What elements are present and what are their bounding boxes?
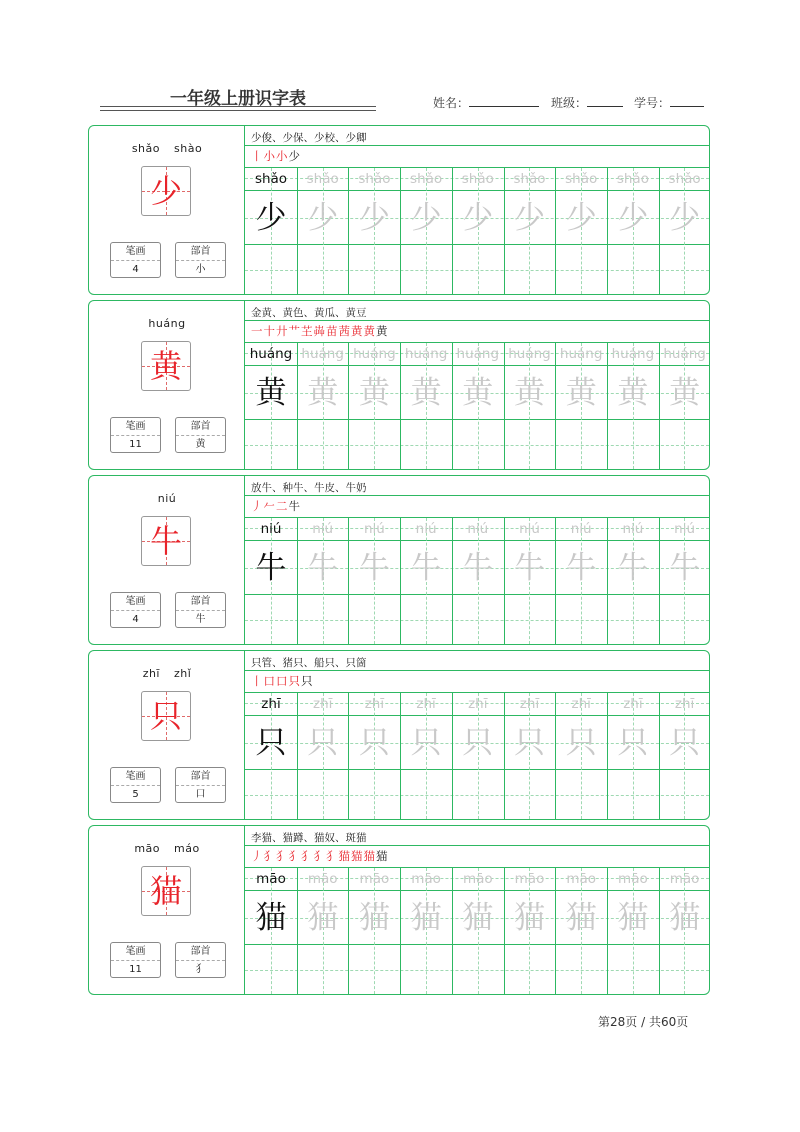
trace-character: 黄 <box>307 375 339 411</box>
example-words: 只管、猪只、船只、只箇 <box>251 657 367 669</box>
stroke-step: 芏 <box>301 324 313 338</box>
trace-character: 牛 <box>565 550 597 586</box>
trace-character: 只 <box>514 725 545 761</box>
character-glyph: 牛 <box>149 522 182 560</box>
stroke-count-value: 11 <box>129 439 142 450</box>
character-pinyin: niú <box>157 492 177 505</box>
stroke-step: 十 <box>263 324 275 338</box>
class-field[interactable] <box>551 94 623 111</box>
stroke-count-label: 笔画 <box>111 243 160 261</box>
trace-pinyin: māo <box>566 871 597 887</box>
stroke-step: 丨 <box>251 149 263 163</box>
trace-character: 猫 <box>307 900 339 936</box>
stroke-step: 猫 <box>351 849 363 863</box>
example-words: 少俊、少保、少校、少卿 <box>251 132 367 144</box>
stroke-count-label: 笔画 <box>111 768 160 786</box>
character-pinyin: shǎo shào <box>131 142 203 155</box>
trace-character: 少 <box>617 200 649 236</box>
trace-character: 牛 <box>410 550 442 586</box>
stroke-order <box>251 673 314 689</box>
stroke-step: 黄 <box>363 324 375 338</box>
character-glyph: 黄 <box>149 347 182 385</box>
stroke-step: 艹 <box>288 324 300 338</box>
trace-character: 猫 <box>358 900 390 936</box>
trace-pinyin: māo <box>462 871 493 887</box>
trace-pinyin: huáng <box>611 346 655 362</box>
example-words: 放牛、种牛、牛皮、牛奶 <box>251 482 367 494</box>
trace-pinyin: zhī <box>674 696 695 712</box>
stroke-step: 只 <box>288 674 300 688</box>
radical-label: 部首 <box>176 943 225 961</box>
stroke-step: 猫 <box>376 849 388 863</box>
trace-pinyin: huáng <box>353 346 396 362</box>
radical-box <box>175 417 226 453</box>
stroke-step: 只 <box>301 674 313 688</box>
character-glyph: 猫 <box>149 872 182 910</box>
stroke-step: 口 <box>276 674 288 688</box>
trace-character: 牛 <box>255 550 287 586</box>
stroke-step: 小 <box>276 149 288 163</box>
radical-label: 部首 <box>176 418 225 436</box>
trace-character: 黄 <box>462 375 494 411</box>
character-summary <box>89 301 245 469</box>
trace-character: 黄 <box>255 375 287 411</box>
trace-pinyin: shǎo <box>565 171 598 187</box>
stroke-order <box>251 848 389 864</box>
trace-pinyin: huáng <box>663 346 706 362</box>
trace-pinyin: zhī <box>261 696 281 712</box>
stroke-step: 少 <box>288 149 300 163</box>
trace-character: 黄 <box>565 375 597 411</box>
name-field[interactable] <box>433 94 539 111</box>
stroke-count-label: 笔画 <box>111 418 160 436</box>
trace-character: 少 <box>307 200 339 236</box>
stroke-step: 犭 <box>301 849 313 863</box>
radical-value: 小 <box>195 264 206 275</box>
stroke-count-value: 11 <box>129 964 142 975</box>
trace-character: 少 <box>669 200 701 236</box>
trace-pinyin: niú <box>622 521 644 537</box>
trace-pinyin: zhī <box>364 696 385 712</box>
trace-character: 牛 <box>617 550 649 586</box>
character-box <box>141 516 191 566</box>
stroke-step: 黄 <box>376 324 388 338</box>
trace-pinyin: shǎo <box>461 171 494 187</box>
trace-pinyin: zhī <box>623 696 643 712</box>
example-words: 李猫、猫蹲、猫奴、斑猫 <box>251 832 367 844</box>
stroke-step: 口 <box>263 674 275 688</box>
trace-pinyin: niú <box>570 521 592 537</box>
title-underline <box>100 106 376 107</box>
stroke-step: 芔 <box>313 324 325 338</box>
trace-pinyin: māo <box>411 871 441 887</box>
stroke-order <box>251 323 389 339</box>
trace-character: 只 <box>307 725 339 761</box>
character-card <box>88 650 710 820</box>
trace-character: 黄 <box>514 375 545 411</box>
character-pinyin: māo máo <box>134 842 200 855</box>
trace-character: 少 <box>514 200 545 236</box>
character-card <box>88 300 710 470</box>
trace-pinyin: māo <box>514 871 545 887</box>
stroke-step: 丿 <box>251 499 263 513</box>
character-summary <box>89 476 245 644</box>
practice-grid[interactable] <box>245 868 709 994</box>
character-card <box>88 125 710 295</box>
trace-character: 黄 <box>617 375 649 411</box>
radical-box <box>175 767 226 803</box>
trace-character: 黄 <box>410 375 442 411</box>
stroke-count-label: 笔画 <box>111 593 160 611</box>
stroke-step: 猫 <box>363 849 375 863</box>
trace-character: 黄 <box>358 375 390 411</box>
radical-box <box>175 592 226 628</box>
class-blank[interactable] <box>587 94 623 107</box>
stroke-step: 犭 <box>276 849 288 863</box>
trace-pinyin: zhī <box>416 696 436 712</box>
trace-pinyin: niú <box>674 521 696 537</box>
trace-character: 只 <box>255 725 287 761</box>
student-id-blank[interactable] <box>670 94 704 107</box>
trace-character: 只 <box>410 725 442 761</box>
class-label: 班级： <box>551 96 588 110</box>
trace-character: 少 <box>358 200 390 236</box>
trace-pinyin: zhī <box>519 696 540 712</box>
stroke-step: 犭 <box>313 849 325 863</box>
trace-pinyin: huáng <box>508 346 551 362</box>
stroke-step: 小 <box>263 149 275 163</box>
practice-grid[interactable] <box>245 518 709 644</box>
trace-pinyin: zhī <box>312 696 333 712</box>
stroke-count-value: 5 <box>132 789 139 800</box>
trace-pinyin: niú <box>415 521 437 537</box>
stroke-count-value: 4 <box>132 614 139 625</box>
trace-character: 猫 <box>514 900 545 936</box>
trace-character: 牛 <box>462 550 494 586</box>
stroke-count-value: 4 <box>132 264 139 275</box>
stroke-step: 廾 <box>276 324 288 338</box>
practice-area <box>245 826 709 994</box>
title-underline-2 <box>100 110 376 111</box>
trace-pinyin: shǎo <box>668 171 701 187</box>
trace-pinyin: huáng <box>249 346 293 362</box>
trace-character: 只 <box>669 725 701 761</box>
trace-pinyin: shǎo <box>616 171 649 187</box>
character-summary <box>89 651 245 819</box>
stroke-step: 牛 <box>288 499 300 513</box>
trace-pinyin: shǎo <box>358 171 391 187</box>
stroke-count-box <box>110 242 161 278</box>
radical-value: 牛 <box>195 614 206 625</box>
trace-character: 只 <box>565 725 597 761</box>
trace-pinyin: māo <box>669 871 700 887</box>
trace-pinyin: māo <box>618 871 648 887</box>
radical-value: 犭 <box>195 964 206 975</box>
trace-pinyin: niú <box>467 521 489 537</box>
stroke-step: 茜 <box>338 324 350 338</box>
trace-character: 牛 <box>307 550 339 586</box>
trace-pinyin: zhī <box>571 696 591 712</box>
trace-pinyin: huáng <box>456 346 500 362</box>
trace-pinyin: zhī <box>468 696 488 712</box>
trace-pinyin: shǎo <box>513 171 546 187</box>
trace-pinyin: māo <box>256 871 286 887</box>
trace-character: 少 <box>565 200 597 236</box>
stroke-step: 犭 <box>326 849 338 863</box>
stroke-order <box>251 148 301 164</box>
character-box <box>141 166 191 216</box>
character-glyph: 只 <box>149 697 182 735</box>
character-box <box>141 691 191 741</box>
practice-grid[interactable] <box>245 168 709 294</box>
character-pinyin: zhī zhǐ <box>142 667 192 680</box>
character-glyph: 少 <box>149 172 182 210</box>
stroke-count-box <box>110 417 161 453</box>
radical-box <box>175 242 226 278</box>
trace-character: 黄 <box>669 375 701 411</box>
stroke-step: 黄 <box>351 324 363 338</box>
trace-pinyin: niú <box>260 521 282 537</box>
stroke-count-box <box>110 942 161 978</box>
name-label: 姓名： <box>433 96 470 110</box>
page-title: 一年级上册识字表 <box>170 89 306 109</box>
trace-pinyin: shǎo <box>254 171 288 187</box>
stroke-step: 二 <box>276 499 288 513</box>
student-id-label: 学号： <box>634 96 671 110</box>
radical-box <box>175 942 226 978</box>
character-summary <box>89 826 245 994</box>
stroke-step: 丿 <box>251 849 263 863</box>
trace-character: 牛 <box>669 550 701 586</box>
trace-pinyin: huáng <box>301 346 344 362</box>
character-pinyin: huáng <box>148 317 186 330</box>
trace-character: 只 <box>617 725 649 761</box>
trace-pinyin: niú <box>363 521 385 537</box>
trace-pinyin: niú <box>312 521 334 537</box>
character-box <box>141 866 191 916</box>
radical-label: 部首 <box>176 768 225 786</box>
page-number: 第28页 / 共60页 <box>598 1015 689 1029</box>
student-id-field[interactable] <box>634 94 704 111</box>
stroke-step: 犭 <box>263 849 275 863</box>
trace-pinyin: māo <box>307 871 338 887</box>
trace-character: 少 <box>462 200 494 236</box>
trace-character: 牛 <box>514 550 545 586</box>
stroke-step: 丨 <box>251 674 263 688</box>
stroke-step: 一 <box>251 324 263 338</box>
trace-character: 猫 <box>617 900 649 936</box>
practice-area <box>245 651 709 819</box>
radical-value: 黄 <box>195 439 206 450</box>
practice-grid[interactable] <box>245 343 709 469</box>
example-words: 金黄、黄色、黄瓜、黄豆 <box>251 307 367 319</box>
character-summary <box>89 126 245 294</box>
practice-area <box>245 301 709 469</box>
trace-character: 少 <box>410 200 442 236</box>
stroke-count-label: 笔画 <box>111 943 160 961</box>
trace-character: 少 <box>255 200 287 236</box>
stroke-count-box <box>110 592 161 628</box>
character-card <box>88 825 710 995</box>
stroke-order <box>251 498 301 514</box>
trace-pinyin: māo <box>359 871 390 887</box>
trace-character: 牛 <box>358 550 390 586</box>
trace-character: 只 <box>358 725 390 761</box>
stroke-step: 苗 <box>326 324 338 338</box>
trace-character: 猫 <box>462 900 494 936</box>
trace-pinyin: huáng <box>404 346 448 362</box>
trace-pinyin: huáng <box>559 346 603 362</box>
trace-character: 猫 <box>565 900 597 936</box>
radical-label: 部首 <box>176 243 225 261</box>
practice-area <box>245 476 709 644</box>
character-box <box>141 341 191 391</box>
radical-value: 口 <box>195 789 206 800</box>
stroke-step: 𠂉 <box>263 499 275 513</box>
radical-label: 部首 <box>176 593 225 611</box>
name-blank[interactable] <box>469 94 539 107</box>
stroke-step: 犭 <box>288 849 300 863</box>
trace-pinyin: shǎo <box>410 171 443 187</box>
trace-character: 猫 <box>410 900 442 936</box>
trace-pinyin: niú <box>519 521 540 537</box>
trace-character: 只 <box>462 725 494 761</box>
stroke-count-box <box>110 767 161 803</box>
character-card <box>88 475 710 645</box>
practice-grid[interactable] <box>245 693 709 819</box>
trace-character: 猫 <box>669 900 701 936</box>
trace-character: 猫 <box>255 900 287 936</box>
practice-area <box>245 126 709 294</box>
stroke-step: 猫 <box>338 849 350 863</box>
trace-pinyin: shǎo <box>306 171 339 187</box>
